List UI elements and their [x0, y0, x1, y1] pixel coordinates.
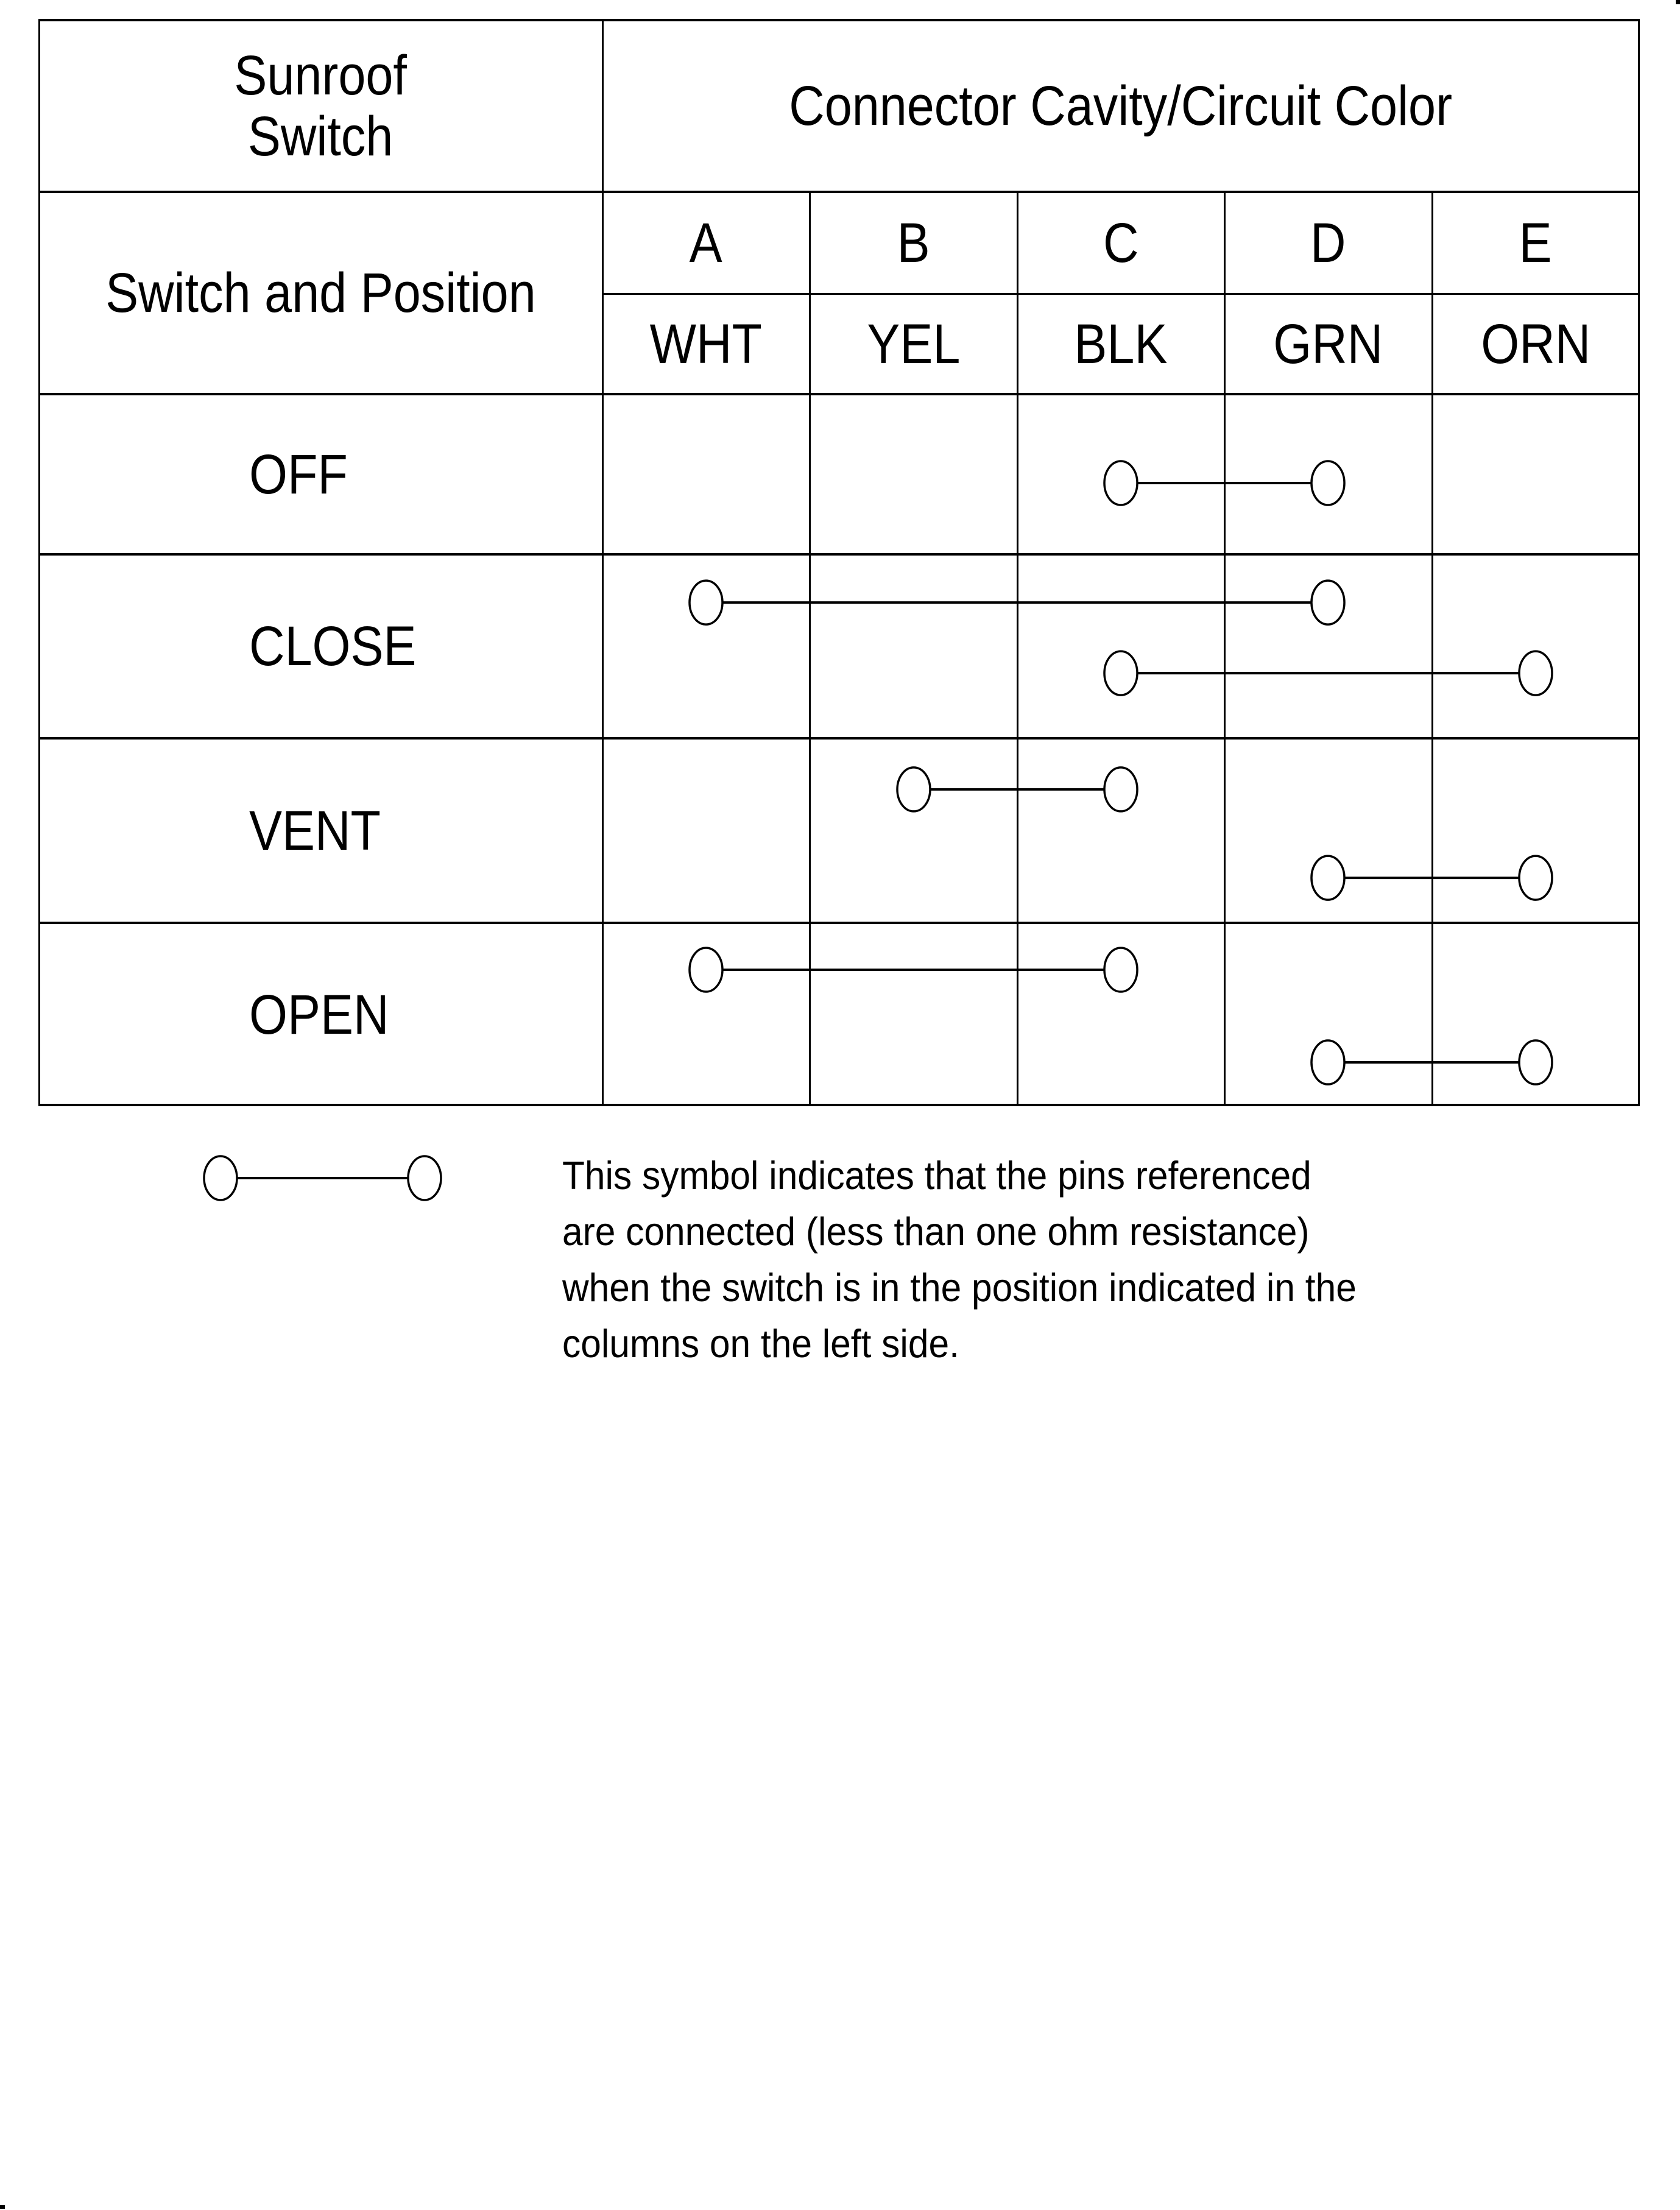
connection-symbol-open-ac [690, 948, 1137, 992]
cavity-label: D [1310, 212, 1346, 274]
circuit-color-label: ORN [1481, 313, 1590, 375]
connection-symbol-off-cd [1104, 461, 1344, 505]
legend-text [562, 1148, 1416, 1372]
legend-text-line: when the switch is in the position indicated in the [562, 1265, 1357, 1310]
connection-symbol-close-ad [690, 581, 1344, 624]
connection-symbol-vent-bc [897, 768, 1137, 811]
switch-position-header-label: Switch and Position [105, 262, 536, 324]
row-label: VENT [249, 799, 381, 862]
circuit-color-label: GRN [1273, 313, 1383, 375]
corner-title-line: Sunroof [234, 44, 408, 107]
connection-symbol-vent-de [1311, 856, 1552, 900]
row-label: OPEN [249, 983, 389, 1046]
cavity-label: A [689, 212, 723, 274]
connection-symbol-open-de [1311, 1040, 1552, 1084]
legend-connection-symbol [204, 1156, 441, 1200]
scan-mark-bottom-left [0, 2205, 5, 2209]
circuit-color-label: BLK [1074, 313, 1168, 375]
legend-text-line: This symbol indicates that the pins referenced [562, 1153, 1311, 1198]
row-label: OFF [249, 443, 348, 506]
scan-mark-top-right [1676, 0, 1680, 4]
circuit-color-label: WHT [649, 313, 763, 375]
connection-symbol-close-ce [1104, 651, 1552, 695]
connector-header-label: Connector Cavity/Circuit Color [789, 75, 1453, 137]
row-label: CLOSE [249, 615, 417, 677]
corner-title-line: Switch [248, 105, 394, 168]
circuit-color-label: YEL [866, 313, 961, 375]
cavity-label: C [1103, 212, 1139, 274]
legend-text-line: are connected (less than one ohm resistance) [562, 1209, 1310, 1254]
cavity-label: E [1519, 212, 1553, 274]
cavity-label: B [897, 212, 930, 274]
legend-text-line: columns on the left side. [562, 1321, 959, 1366]
